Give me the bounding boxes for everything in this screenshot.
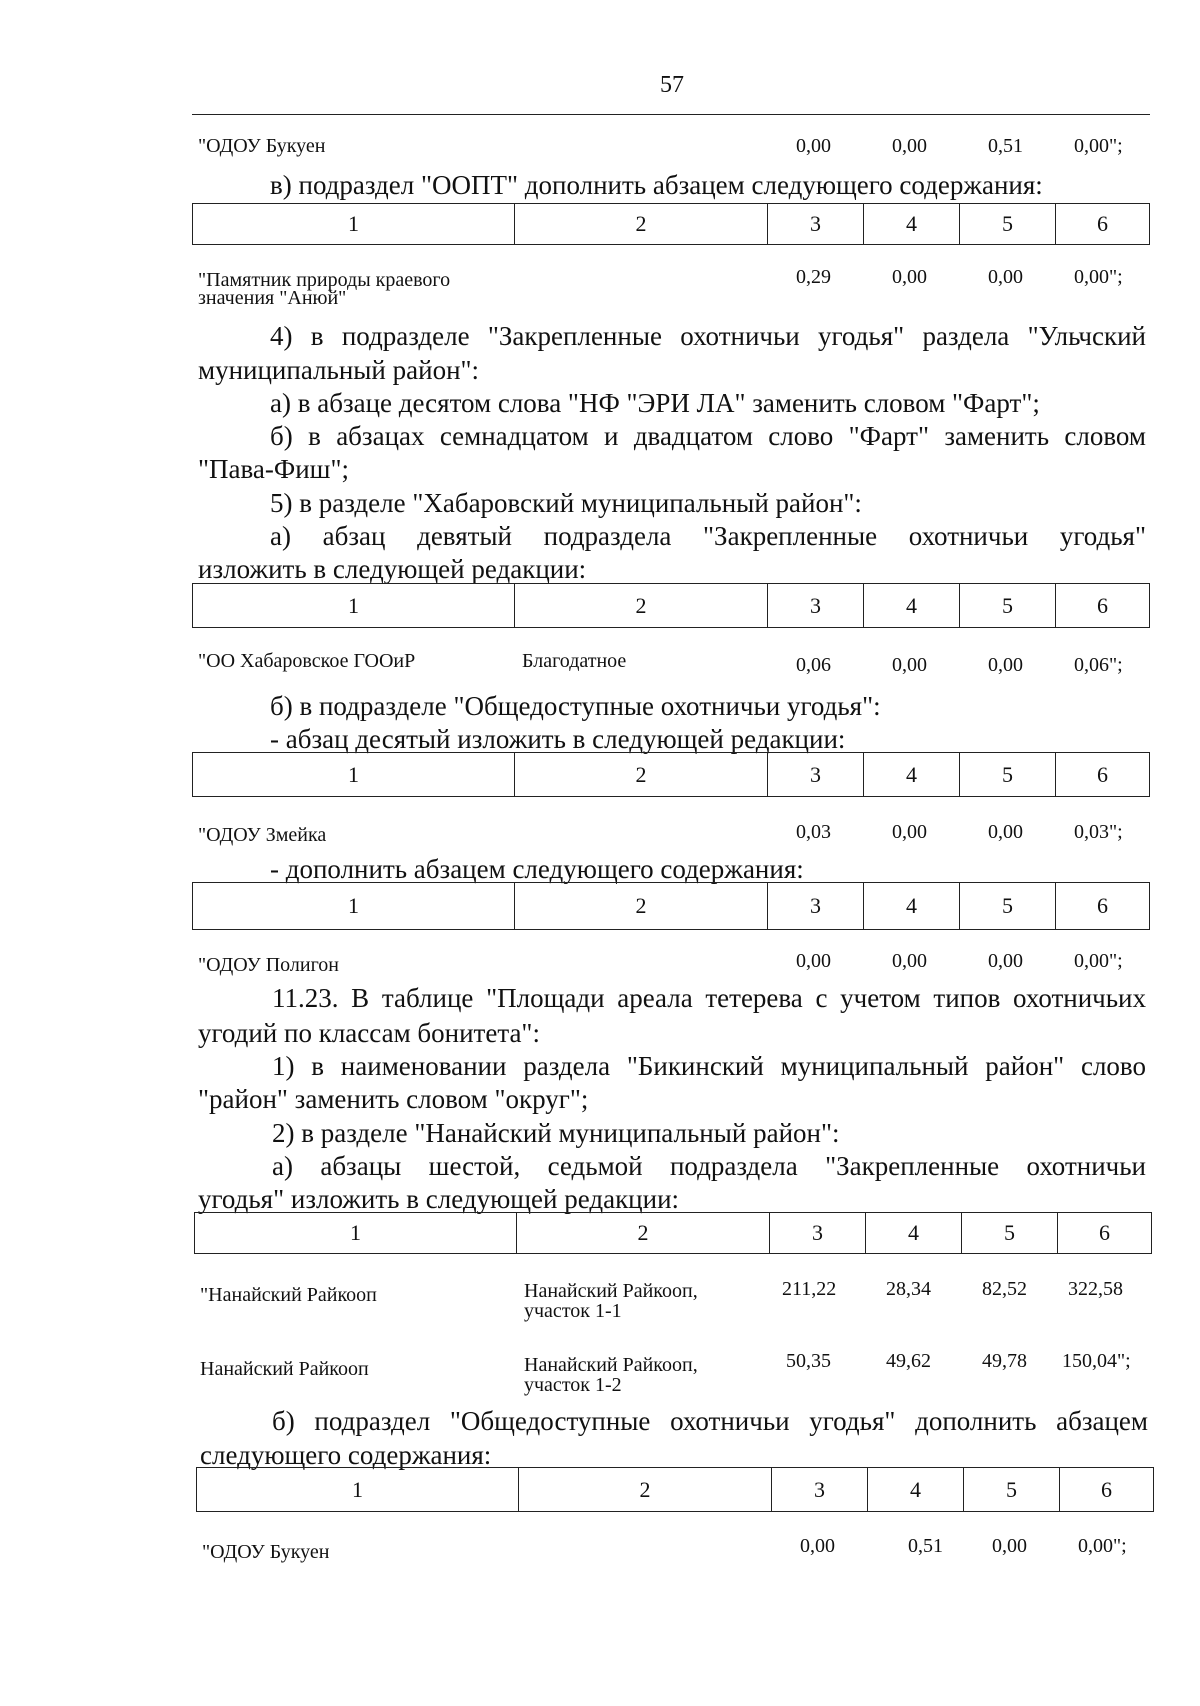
column-header: 4 [864,883,960,929]
paragraph: угодья" изложить в следующей редакции: [198,1184,680,1214]
column-header: 2 [515,883,768,929]
column-header: 5 [960,883,1056,929]
row-name: Нанайский Райкооп [200,1358,369,1380]
row-value: 50,35 [786,1350,831,1372]
paragraph: "Пава-Фиш"; [198,454,349,484]
paragraph: угодий по классам бонитета": [198,1018,540,1048]
paragraph: муниципальный район": [198,355,480,385]
paragraph: б) в подразделе "Общедоступные охотничьи угодья": [270,691,881,721]
paragraph: 5) в разделе "Хабаровский муниципальный район": [270,488,862,518]
column-header: 4 [864,584,960,627]
paragraph: "район" заменить словом "округ"; [198,1084,589,1114]
column-header: 5 [964,1468,1060,1511]
paragraph: а) в абзаце десятом слова "НФ "ЭРИ ЛА" заменить словом "Фарт"; [270,388,1040,418]
column-header: 1 [193,204,515,244]
column-header: 6 [1097,761,1108,787]
row-value: 0,51 [988,135,1023,157]
row-name: "ОДОУ Змейка [198,824,327,846]
row-value: 0,06"; [1074,654,1123,676]
row-value: 0,00"; [1074,135,1123,157]
column-header: 5 [962,1213,1058,1253]
paragraph: в) подраздел "ООПТ" дополнить абзацем следующего содержания: [270,170,1043,200]
column-header: 5 [960,753,1056,796]
row-value: 0,00"; [1074,266,1123,288]
row-name: значения "Анюй" [198,287,347,309]
column-header: 5 [960,204,1056,244]
row-value: 0,00 [892,266,927,288]
row-name: "ОДОУ Букуен [198,135,326,157]
column-header: 3 [768,753,864,796]
row-land: участок 1-2 [524,1374,622,1396]
row-value: 0,00 [796,950,831,972]
table-row [200,1278,1140,1326]
row-value: 322,58 [1068,1278,1123,1300]
column-header: 4 [864,204,960,244]
row-value: 0,00 [988,821,1023,843]
paragraph: 4) в подразделе "Закрепленные охотничьи угодья" раздела "Ульчский [270,321,1146,351]
table-row [202,1535,1142,1561]
row-name: "Нанайский Райкооп [200,1284,377,1306]
row-value: 0,06 [796,654,831,676]
row-name: "ОДОУ Полигон [198,954,340,976]
table-row [198,135,1138,161]
row-value: 150,04"; [1062,1350,1131,1372]
paragraph: а) абзацы шестой, седьмой подраздела "Закрепленные охотничьи [272,1151,1146,1181]
column-header: 1 [197,1468,519,1511]
column-header: 1 [193,584,515,627]
paragraph: следующего содержания: [200,1440,492,1470]
row-name: "Памятник природы краевого [198,269,451,291]
column-header: 3 [768,584,864,627]
column-header: 2 [515,584,768,627]
paragraph: изложить в следующей редакции: [198,554,587,584]
row-value: 0,00"; [1074,950,1123,972]
column-header-table [192,203,1150,245]
row-value: 28,34 [886,1278,931,1300]
column-header: 2 [519,1468,772,1511]
column-header: 2 [515,204,768,244]
column-header: 6 [1101,1476,1112,1502]
column-header: 6 [1097,592,1108,618]
table-row [200,1350,1140,1398]
row-value: 0,03"; [1074,821,1123,843]
column-header: 6 [1097,893,1108,918]
column-header: 1 [195,1213,517,1253]
row-value: 0,00 [892,821,927,843]
row-value: 211,22 [782,1278,837,1300]
row-value: 0,00 [988,266,1023,288]
column-header-table [192,882,1150,930]
paragraph: б) в абзацах семнадцатом и двадцатом слово "Фарт" заменить словом [270,421,1146,451]
row-value: 0,29 [796,266,831,288]
column-header: 6 [1097,211,1108,236]
row-name: "ОО Хабаровское ГООиР [198,650,416,672]
row-value: 0,00 [988,654,1023,676]
row-value: 0,00 [800,1535,835,1557]
row-land: Нанайский Райкооп, [524,1354,698,1376]
column-header: 2 [517,1213,770,1253]
column-header: 3 [768,883,864,929]
paragraph: 2) в разделе "Нанайский муниципальный район": [272,1118,840,1148]
column-header-table [192,752,1150,797]
paragraph: б) подраздел "Общедоступные охотничьи угодья" дополнить абзацем [272,1406,1148,1436]
row-land: Нанайский Райкооп, [524,1280,698,1302]
row-value: 0,00"; [1078,1535,1127,1557]
row-value: 82,52 [982,1278,1027,1300]
column-header: 4 [866,1213,962,1253]
column-header: 6 [1099,1220,1110,1245]
paragraph: 11.23. В таблице "Площади ареала тетерева с учетом типов охотничьих [272,983,1146,1013]
row-value: 0,00 [988,950,1023,972]
table-row [198,950,1138,976]
column-header: 3 [768,204,864,244]
row-value: 49,78 [982,1350,1027,1372]
column-header: 3 [772,1468,868,1511]
row-value: 0,00 [892,135,927,157]
column-header: 2 [515,753,768,796]
column-header-table [194,1212,1152,1254]
column-header-table [192,583,1150,628]
row-land: участок 1-1 [524,1300,622,1322]
column-header-table [196,1467,1154,1512]
column-header: 3 [770,1213,866,1253]
row-value: 49,62 [886,1350,931,1372]
table-row [198,650,1138,676]
column-header: 5 [960,584,1056,627]
row-value: 0,51 [908,1535,943,1557]
row-value: 0,00 [796,135,831,157]
column-header: 1 [193,883,515,929]
column-header: 1 [193,753,515,796]
page-number: 57 [660,72,684,98]
row-value: 0,00 [892,654,927,676]
column-header: 4 [864,753,960,796]
column-header: 4 [868,1468,964,1511]
paragraph: 1) в наименовании раздела "Бикинский муниципальный район" слово [272,1051,1146,1081]
paragraph: - абзац десятый изложить в следующей редакции: [270,724,846,754]
header-rule [192,114,1150,115]
paragraph: - дополнить абзацем следующего содержания: [270,854,804,884]
row-value: 0,03 [796,821,831,843]
row-land: Благодатное [522,650,627,672]
row-name: "ОДОУ Букуен [202,1541,330,1563]
row-value: 0,00 [892,950,927,972]
paragraph: а) абзац девятый подраздела "Закрепленные охотничьи угодья" [270,521,1146,551]
table-row [198,821,1138,847]
table-row [198,266,1138,312]
row-value: 0,00 [992,1535,1027,1557]
